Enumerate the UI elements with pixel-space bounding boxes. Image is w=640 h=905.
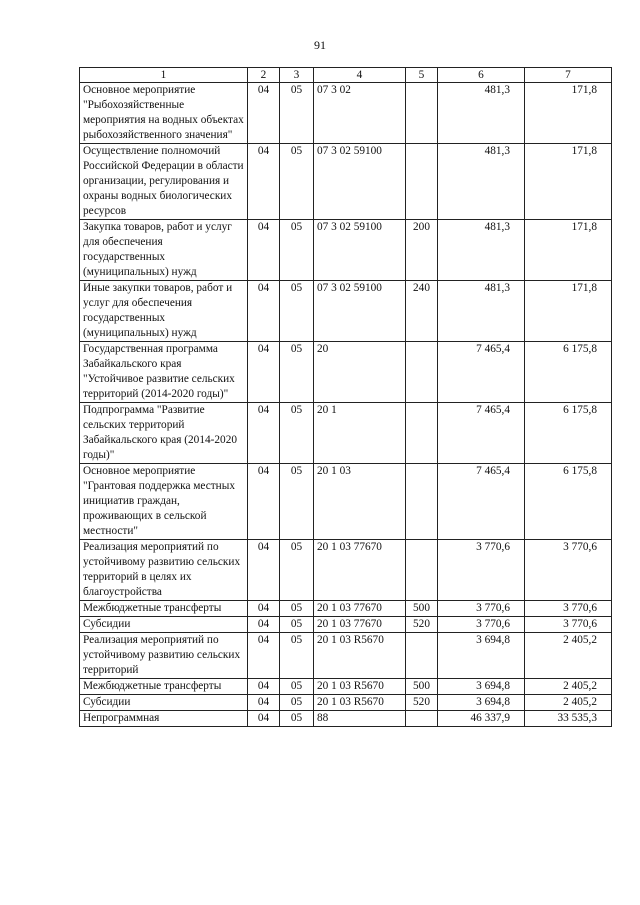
row-section-cell: 04 bbox=[248, 540, 280, 601]
row-amount-col6-cell: 7 465,4 bbox=[438, 464, 525, 540]
row-amount-col6-cell: 481,3 bbox=[438, 83, 525, 144]
row-amount-col7-cell: 2 405,2 bbox=[525, 679, 612, 695]
row-name-cell: Субсидии bbox=[80, 617, 248, 633]
row-subsection-cell: 05 bbox=[280, 83, 314, 144]
row-target-article-cell: 20 1 03 77670 bbox=[314, 601, 406, 617]
row-expense-type-cell bbox=[406, 342, 438, 403]
table-row bbox=[80, 540, 612, 601]
row-subsection-cell: 05 bbox=[280, 711, 314, 727]
row-amount-col7-cell: 33 535,3 bbox=[525, 711, 612, 727]
row-amount-col6-cell: 3 694,8 bbox=[438, 695, 525, 711]
row-name-cell: Субсидии bbox=[80, 695, 248, 711]
column-header: 4 bbox=[314, 68, 406, 83]
row-amount-col7-cell: 6 175,8 bbox=[525, 464, 612, 540]
row-subsection-cell: 05 bbox=[280, 281, 314, 342]
row-expense-type-cell: 240 bbox=[406, 281, 438, 342]
row-name-cell: Реализация мероприятий по устойчивому развитию сельских территорий в целях их благоустройства bbox=[80, 540, 248, 601]
row-section-cell: 04 bbox=[248, 679, 280, 695]
column-header: 7 bbox=[525, 68, 612, 83]
table-row bbox=[80, 601, 612, 617]
row-expense-type-cell: 200 bbox=[406, 220, 438, 281]
row-target-article-cell: 88 bbox=[314, 711, 406, 727]
row-name-cell: Основное мероприятие "Рыбохозяйственные мероприятия на водных объектах рыбохозяйственного значения" bbox=[80, 83, 248, 144]
row-amount-col7-cell: 6 175,8 bbox=[525, 403, 612, 464]
row-target-article-cell: 20 1 03 R5670 bbox=[314, 679, 406, 695]
row-subsection-cell: 05 bbox=[280, 601, 314, 617]
row-name-cell: Закупка товаров, работ и услуг для обеспечения государственных (муниципальных) нужд bbox=[80, 220, 248, 281]
row-amount-col7-cell: 3 770,6 bbox=[525, 601, 612, 617]
table-row bbox=[80, 464, 612, 540]
row-section-cell: 04 bbox=[248, 144, 280, 220]
row-amount-col6-cell: 481,3 bbox=[438, 220, 525, 281]
column-header: 1 bbox=[80, 68, 248, 83]
row-amount-col6-cell: 7 465,4 bbox=[438, 403, 525, 464]
row-subsection-cell: 05 bbox=[280, 464, 314, 540]
row-target-article-cell: 20 1 bbox=[314, 403, 406, 464]
row-expense-type-cell: 520 bbox=[406, 617, 438, 633]
row-amount-col7-cell: 6 175,8 bbox=[525, 342, 612, 403]
row-name-cell: Подпрограмма "Развитие сельских территорий Забайкальского края (2014-2020 годы)" bbox=[80, 403, 248, 464]
row-amount-col7-cell: 171,8 bbox=[525, 144, 612, 220]
row-subsection-cell: 05 bbox=[280, 144, 314, 220]
row-target-article-cell: 20 1 03 bbox=[314, 464, 406, 540]
table-header-row bbox=[80, 68, 612, 83]
row-amount-col6-cell: 3 770,6 bbox=[438, 617, 525, 633]
row-amount-col7-cell: 171,8 bbox=[525, 83, 612, 144]
row-target-article-cell: 07 3 02 59100 bbox=[314, 220, 406, 281]
row-section-cell: 04 bbox=[248, 617, 280, 633]
row-expense-type-cell: 500 bbox=[406, 601, 438, 617]
column-header: 3 bbox=[280, 68, 314, 83]
row-subsection-cell: 05 bbox=[280, 540, 314, 601]
table-row bbox=[80, 695, 612, 711]
row-amount-col6-cell: 3 770,6 bbox=[438, 601, 525, 617]
row-expense-type-cell: 500 bbox=[406, 679, 438, 695]
page-number: 91 bbox=[314, 38, 326, 52]
row-amount-col6-cell: 481,3 bbox=[438, 144, 525, 220]
row-subsection-cell: 05 bbox=[280, 342, 314, 403]
row-amount-col7-cell: 171,8 bbox=[525, 281, 612, 342]
row-amount-col7-cell: 3 770,6 bbox=[525, 540, 612, 601]
row-section-cell: 04 bbox=[248, 83, 280, 144]
row-amount-col7-cell: 2 405,2 bbox=[525, 633, 612, 679]
row-amount-col6-cell: 481,3 bbox=[438, 281, 525, 342]
row-amount-col6-cell: 3 694,8 bbox=[438, 679, 525, 695]
table-row bbox=[80, 144, 612, 220]
row-name-cell: Реализация мероприятий по устойчивому развитию сельских территорий bbox=[80, 633, 248, 679]
column-header: 6 bbox=[438, 68, 525, 83]
table-row bbox=[80, 342, 612, 403]
row-amount-col6-cell: 46 337,9 bbox=[438, 711, 525, 727]
row-expense-type-cell bbox=[406, 711, 438, 727]
row-section-cell: 04 bbox=[248, 633, 280, 679]
row-subsection-cell: 05 bbox=[280, 679, 314, 695]
row-subsection-cell: 05 bbox=[280, 220, 314, 281]
row-name-cell: Иные закупки товаров, работ и услуг для обеспечения государственных (муниципальных) нужд bbox=[80, 281, 248, 342]
row-subsection-cell: 05 bbox=[280, 695, 314, 711]
row-target-article-cell: 20 1 03 R5670 bbox=[314, 633, 406, 679]
row-amount-col7-cell: 3 770,6 bbox=[525, 617, 612, 633]
table-row bbox=[80, 679, 612, 695]
table-row bbox=[80, 617, 612, 633]
row-section-cell: 04 bbox=[248, 695, 280, 711]
column-header: 2 bbox=[248, 68, 280, 83]
row-amount-col7-cell: 171,8 bbox=[525, 220, 612, 281]
row-section-cell: 04 bbox=[248, 220, 280, 281]
row-expense-type-cell: 520 bbox=[406, 695, 438, 711]
row-target-article-cell: 20 1 03 77670 bbox=[314, 540, 406, 601]
row-expense-type-cell bbox=[406, 633, 438, 679]
row-target-article-cell: 20 1 03 77670 bbox=[314, 617, 406, 633]
row-expense-type-cell bbox=[406, 83, 438, 144]
row-section-cell: 04 bbox=[248, 403, 280, 464]
column-header: 5 bbox=[406, 68, 438, 83]
table-row bbox=[80, 281, 612, 342]
row-name-cell: Основное мероприятие "Грантовая поддержка местных инициатив граждан, проживающих в сельской местности" bbox=[80, 464, 248, 540]
row-expense-type-cell bbox=[406, 403, 438, 464]
table-row bbox=[80, 633, 612, 679]
table-row bbox=[80, 83, 612, 144]
row-target-article-cell: 07 3 02 59100 bbox=[314, 281, 406, 342]
row-expense-type-cell bbox=[406, 144, 438, 220]
row-name-cell: Межбюджетные трансферты bbox=[80, 679, 248, 695]
row-name-cell: Непрограммная bbox=[80, 711, 248, 727]
row-amount-col6-cell: 3 694,8 bbox=[438, 633, 525, 679]
row-subsection-cell: 05 bbox=[280, 403, 314, 464]
row-target-article-cell: 20 bbox=[314, 342, 406, 403]
row-amount-col6-cell: 3 770,6 bbox=[438, 540, 525, 601]
row-section-cell: 04 bbox=[248, 342, 280, 403]
row-target-article-cell: 07 3 02 59100 bbox=[314, 144, 406, 220]
budget-table bbox=[79, 67, 612, 727]
row-name-cell: Государственная программа Забайкальского края "Устойчивое развитие сельских территорий (2014-2020 годы)" bbox=[80, 342, 248, 403]
row-amount-col6-cell: 7 465,4 bbox=[438, 342, 525, 403]
table-row bbox=[80, 403, 612, 464]
table-row bbox=[80, 711, 612, 727]
row-section-cell: 04 bbox=[248, 464, 280, 540]
row-section-cell: 04 bbox=[248, 711, 280, 727]
table-row bbox=[80, 220, 612, 281]
row-section-cell: 04 bbox=[248, 281, 280, 342]
row-target-article-cell: 20 1 03 R5670 bbox=[314, 695, 406, 711]
row-target-article-cell: 07 3 02 bbox=[314, 83, 406, 144]
row-expense-type-cell bbox=[406, 540, 438, 601]
row-amount-col7-cell: 2 405,2 bbox=[525, 695, 612, 711]
row-name-cell: Осуществление полномочий Российской Федерации в области организации, регулирования и охраны водных биологических ресурсов bbox=[80, 144, 248, 220]
row-name-cell: Межбюджетные трансферты bbox=[80, 601, 248, 617]
row-subsection-cell: 05 bbox=[280, 617, 314, 633]
row-expense-type-cell bbox=[406, 464, 438, 540]
row-subsection-cell: 05 bbox=[280, 633, 314, 679]
row-section-cell: 04 bbox=[248, 601, 280, 617]
